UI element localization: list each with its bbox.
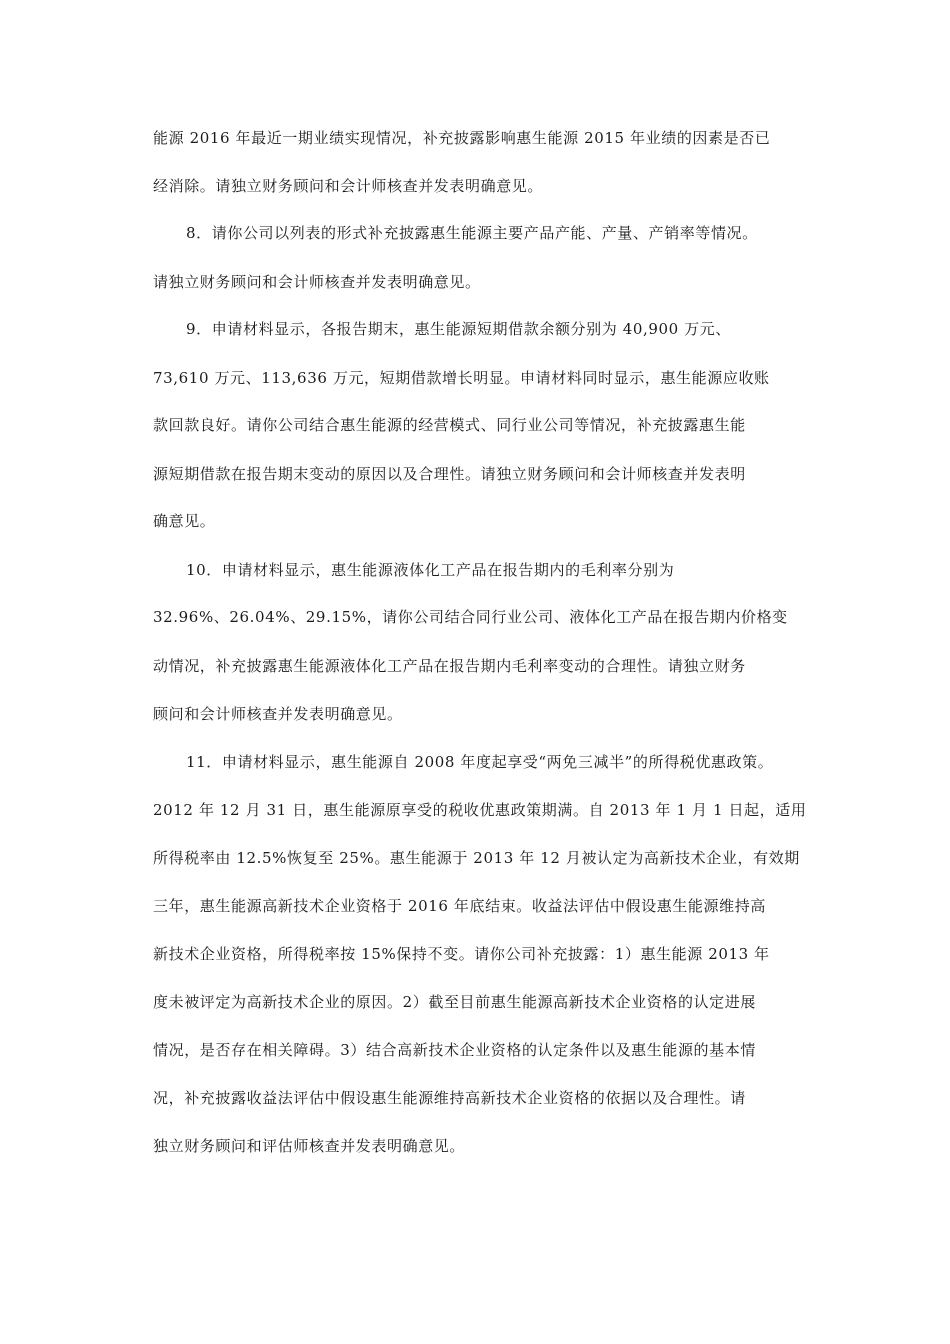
text-line: 请独立财务顾问和会计师核查并发表明确意见。 xyxy=(153,273,481,291)
text-line: 况，补充披露收益法评估中假设惠生能源维持高新技术企业资格的依据以及合理性。请 xyxy=(153,1089,746,1107)
text-line: 8．请你公司以列表的形式补充披露惠生能源主要产品产能、产量、产销率等情况。 xyxy=(186,224,758,242)
text-line: 2012 年 12 月 31 日，惠生能源原享受的税收优惠政策期满。自 2013 年 1 月 1 日起，适用 xyxy=(153,801,807,819)
text-line: 情况，是否存在相关障碍。3）结合高新技术企业资格的认定条件以及惠生能源的基本情 xyxy=(153,1041,756,1059)
text-line: 确意见。 xyxy=(153,512,216,530)
text-line: 32.96%、26.04%、29.15%，请你公司结合同行业公司、液体化工产品在报告期内价格变 xyxy=(153,608,788,626)
text-line: 款回款良好。请你公司结合惠生能源的经营模式、同行业公司等情况，补充披露惠生能 xyxy=(153,416,746,434)
text-line: 新技术企业资格，所得税率按 15%保持不变。请你公司补充披露：1）惠生能源 2013 年 xyxy=(153,945,770,963)
text-line: 73,610 万元、113,636 万元，短期借款增长明显。申请材料同时显示，惠生能源应收账 xyxy=(153,369,770,387)
text-line: 三年，惠生能源高新技术企业资格于 2016 年底结束。收益法评估中假设惠生能源维持高 xyxy=(153,897,766,915)
text-line: 能源 2016 年最近一期业绩实现情况，补充披露影响惠生能源 2015 年业绩的因素是否已 xyxy=(153,129,771,147)
text-line: 源短期借款在报告期末变动的原因以及合理性。请独立财务顾问和会计师核查并发表明 xyxy=(153,465,746,483)
text-line: 度未被评定为高新技术企业的原因。2）截至目前惠生能源高新技术企业资格的认定进展 xyxy=(153,993,756,1011)
text-line: 独立财务顾问和评估师核查并发表明确意见。 xyxy=(153,1137,466,1155)
text-line: 经消除。请独立财务顾问和会计师核查并发表明确意见。 xyxy=(153,177,544,195)
text-line: 顾问和会计师核查并发表明确意见。 xyxy=(153,705,403,723)
text-line: 9．申请材料显示，各报告期末，惠生能源短期借款余额分别为 40,900 万元、 xyxy=(186,320,731,338)
text-line: 11．申请材料显示，惠生能源自 2008 年度起享受“两免三减半”的所得税优惠政策。 xyxy=(186,753,774,771)
text-line: 10．申请材料显示，惠生能源液体化工产品在报告期内的毛利率分别为 xyxy=(186,561,675,579)
text-line: 所得税率由 12.5%恢复至 25%。惠生能源于 2013 年 12 月被认定为高新技术企业，有效期 xyxy=(153,849,800,867)
text-line: 动情况，补充披露惠生能源液体化工产品在报告期内毛利率变动的合理性。请独立财务 xyxy=(153,657,746,675)
